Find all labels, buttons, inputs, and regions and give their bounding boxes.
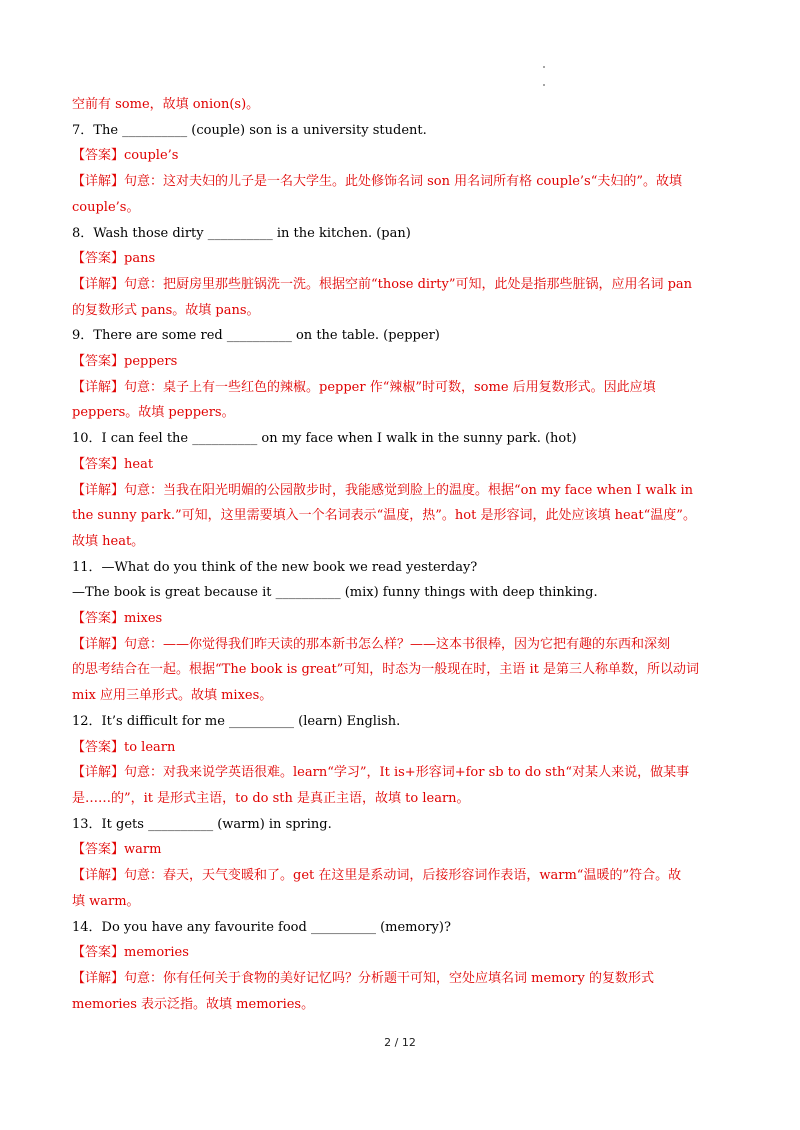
text-line: 【详解】句意：——你觉得我们昨天读的那本新书怎么样？——这本书很棒，因为它把有趣的东西和深刻 [72,636,671,652]
text-line: 【详解】句意：当我在阳光明媚的公园散步时，我能感觉到脸上的温度。根据“on my face when I walk in [72,482,693,498]
text-line: mix 应用三单形式。故填 mixes。 [72,688,273,704]
text-line: 填 warm。 [72,893,140,909]
text-line: 11．—What do you think of the new book we read yesterday? [72,559,478,575]
text-line: 9．There are some red __________ on the table. (pepper) [72,328,440,344]
text-line: 的复数形式 pans。故填 pans。 [72,302,260,318]
page-number: 2 / 12 [384,1036,416,1049]
text-line: peppers。故填 peppers。 [72,405,235,421]
text-line: memories 表示泛指。故填 memories。 [72,996,315,1012]
text-line: 【答案】couple’s [72,148,179,164]
text-line: 8．Wash those dirty __________ in the kitchen. (pan) [72,225,411,241]
text-line: 【答案】to learn [72,739,176,755]
text-line: 【详解】句意：春天，天气变暖和了。get 在这里是系动词，后接形容词作表语，warm“温暖的”符合。故 [72,868,682,884]
text-line: the sunny park.”可知，这里需要填入一个名词表示“温度，热”。hot 是形容词，此处应该填 heat“温度”。 [72,508,696,524]
text-line: 【答案】memories [72,945,189,961]
text-line: 【答案】peppers [72,354,178,370]
text-line: 【详解】句意：桌子上有一些红色的辣椒。pepper 作“辣椒”时可数，some 后用复数形式。因此应填 [72,379,656,395]
header-marks [541,62,547,92]
text-line: —The book is great because it __________ (mix) funny things with deep thinking. [72,585,598,601]
text-line: 12．It’s difficult for me __________ (learn) English. [72,713,401,729]
text-line: 【答案】mixes [72,611,163,627]
document-body [72,92,728,1017]
text-line: 是……的”，it 是形式主语，to do sth 是真正主语，故填 to learn。 [72,790,470,806]
text-line: 10．I can feel the __________ on my face when I walk in the sunny park. (hot) [72,431,577,447]
text-line: 的思考结合在一起。根据“The book is great”可知，时态为一般现在时，主语 it 是第三人称单数，所以动词 [72,662,699,678]
text-line: 7．The __________ (couple) son is a university student. [72,122,427,138]
text-line: 【答案】heat [72,456,154,472]
text-line: 【详解】句意：这对夫妇的儿子是一名大学生。此处修饰名词 son 用名词所有格 couple’s“夫妇的”。故填 [72,174,683,190]
text-line: 14．Do you have any favourite food __________ (memory)? [72,919,451,935]
text-line: 故填 heat。 [72,533,145,549]
text-line: 【答案】warm [72,842,162,858]
text-line: 【详解】句意：把厨房里那些脏锅洗一洗。根据空前“those dirty”可知，此处是指那些脏锅，应用名词 pan [72,276,693,292]
text-line: 空前有 some，故填 onion(s)。 [72,97,260,112]
text-line: couple’s。 [72,199,140,215]
text-line: 13．It gets __________ (warm) in spring. [72,816,332,832]
text-line: 【详解】句意：你有任何关于食物的美好记忆吗？分析题干可知，空处应填名词 memory 的复数形式 [72,970,654,986]
text-line: 【详解】句意：对我来说学英语很难。learn“学习”，It is+形容词+for sb to do sth“对某人来说，做某事 [72,765,690,781]
text-line: 【答案】pans [72,251,156,267]
